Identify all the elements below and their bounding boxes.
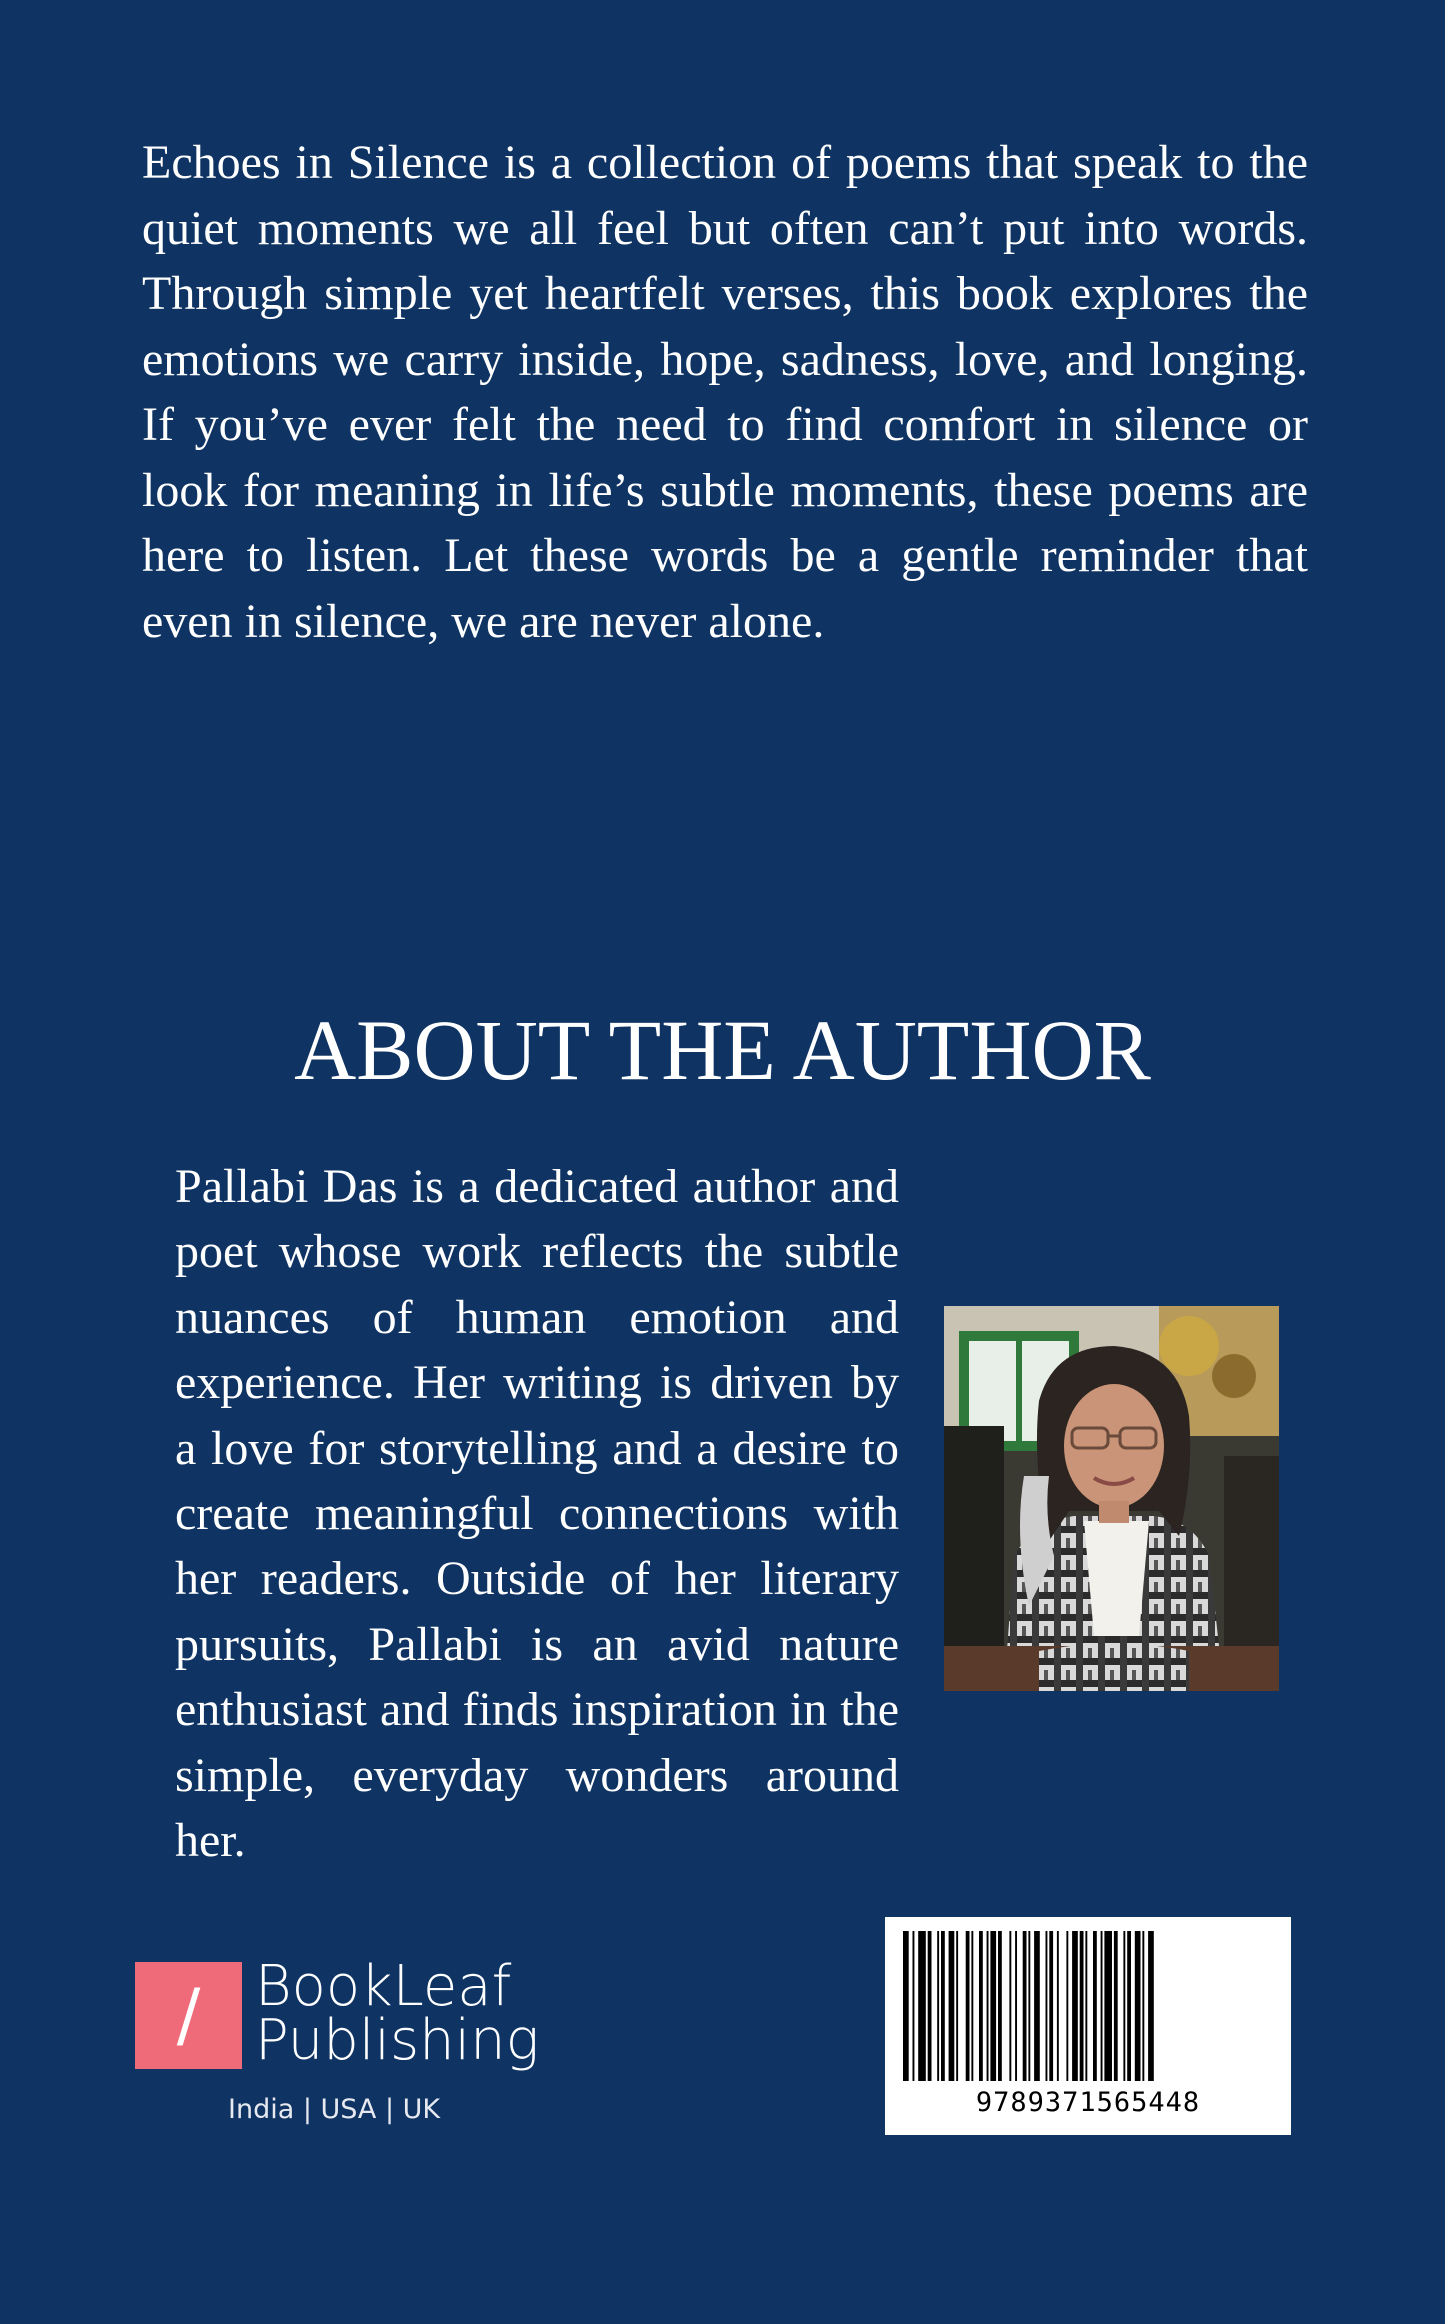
barcode-bar (990, 1931, 996, 2081)
book-blurb: Echoes in Silence is a collection of poems that speak to the quiet moments we all feel but often can’t put into words. Through simple yet heartfelt verses, this book explores the emotions we carry inside, hope, sadness, love, and longing. If you’ve ever felt the need to find comfort in silence or look for meaning in life’s subtle moments, these poems are here to listen. Let these words be a gentle reminder that even in silence, we are never alone. (142, 136, 1308, 648)
barcode-bar (1101, 1931, 1103, 2081)
logo-mark (135, 1962, 242, 2069)
publisher-countries: India | USA | UK (228, 2094, 441, 2125)
barcode-bar (903, 1931, 909, 2081)
barcode-bar (1127, 1931, 1131, 2081)
barcode-bar (1104, 1931, 1112, 2081)
author-photo (944, 1306, 1279, 1691)
barcode-bar (1057, 1931, 1059, 2081)
author-bio: Pallabi Das is a dedicated author and poet whose work reflects the subtle nuances of human emotion and experience. Her writing is driven by a love for storytelling and a desire to create meaningful connections with her readers. Outside of her literary pursuits, Pallabi is an avid nature enthusiast and finds inspiration in the simple, everyday wonders around her. (175, 1160, 899, 1868)
barcode-bar (987, 1931, 989, 2081)
barcode-bar (966, 1931, 970, 2081)
publisher-name-line1: BookLeaf (255, 1954, 512, 2019)
barcode-bar (913, 1931, 915, 2081)
author-portrait-icon (944, 1306, 1279, 1691)
barcode-bar (1034, 1931, 1040, 2081)
barcode-bar (1049, 1931, 1053, 2081)
barcode-bar (1123, 1931, 1125, 2081)
publisher-name-line2: Publishing (255, 2008, 540, 2073)
barcode-bar (979, 1931, 983, 2081)
barcode-bar (956, 1931, 958, 2081)
barcode-bar (1046, 1931, 1048, 2081)
barcode-bar (1093, 1931, 1097, 2081)
barcode-bar (1023, 1931, 1027, 2081)
isbn-number: 9789371565448 (975, 2087, 1201, 2118)
barcode-bar (918, 1931, 926, 2081)
about-the-author-heading: ABOUT THE AUTHOR (294, 1002, 1151, 1098)
barcode-bar (1148, 1931, 1154, 2081)
barcode-bar (928, 1931, 932, 2081)
barcode-bar (937, 1931, 939, 2081)
barcode-bar (998, 1931, 1002, 2081)
barcode-bar (941, 1931, 945, 2081)
slash-icon: / (176, 1974, 201, 2056)
barcode-bar (1135, 1931, 1141, 2081)
barcode-bar (1085, 1931, 1087, 2081)
barcode-bar (1009, 1931, 1011, 2081)
isbn-barcode (885, 1917, 1291, 2135)
publisher-logo (135, 1954, 540, 2142)
barcode-bar (949, 1931, 955, 2081)
barcode-bar (1142, 1931, 1144, 2081)
barcode-bar (971, 1931, 973, 2081)
barcode-bar (1015, 1931, 1017, 2081)
barcode-bar (1114, 1931, 1118, 2081)
barcode-bar (1028, 1931, 1030, 2081)
barcode-bar (1080, 1931, 1084, 2081)
barcode-bar (1072, 1931, 1078, 2081)
barcode-bar (1066, 1931, 1068, 2081)
